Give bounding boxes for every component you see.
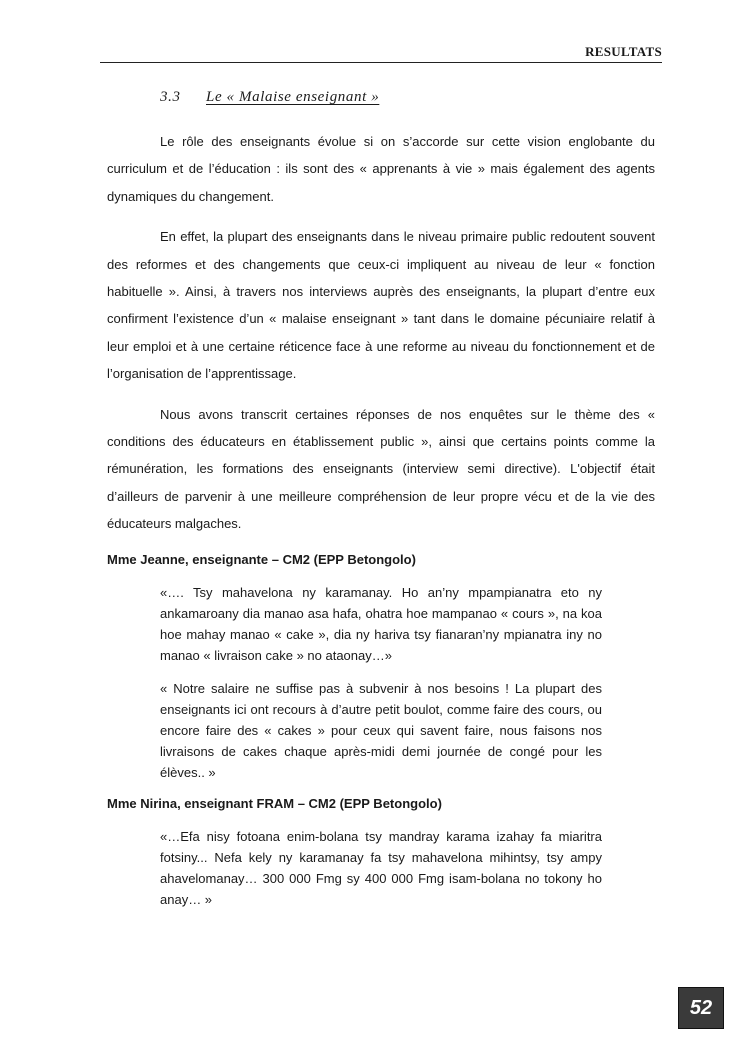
interview-speaker: Mme Jeanne, enseignante – CM2 (EPP Betongolo) [107, 551, 416, 567]
paragraph: Nous avons transcrit certaines réponses de nos enquêtes sur le thème des « conditions des éducateurs en établissement public », ainsi que certains points comme la rémunération, les formations des enseignants (interview semi directive). L'objectif était d’ailleurs de parvenir à une meilleure compréhension de leur propre vécu et de la vie des éducateurs malgaches. [107, 406, 655, 532]
interview-speaker: Mme Nirina, enseignant FRAM – CM2 (EPP Betongolo) [107, 795, 442, 811]
interview-quote: « Notre salaire ne suffise pas à subvenir à nos besoins ! La plupart des enseignants ici ont recours à d’autre petit boulot, comme faire des cours, ou encore faire des « cakes » pour ceux qui savent faire, nous faisons nos livraisons de cakes chaque après-midi demi journée de congé pour les élèves.. » [160, 680, 602, 780]
interview-quote: «…. Tsy mahavelona ny karamanay. Ho an’ny mpampianatra eto ny ankamaroany dia manao asa hafa, ohatra hoe mampanao « cours », na koa hoe mahay manao « cake », dia ny hariva tsy fianaran’ny mpianatra iny no manao « livraison cake » no ataonay…» [160, 584, 602, 663]
section-heading [160, 89, 379, 106]
section-number: 3.3 [160, 89, 181, 105]
interview-quote: «…Efa nisy fotoana enim-bolana tsy mandray karama izahay fa miaritra fotsiny... Nefa kely ny karamanay fa tsy mahavelona mihintsy, tsy ampy ahavelomanay… 300 000 Fmg sy 400 000 Fmg isam-bolana no tokony ho anay… » [160, 828, 602, 907]
header-title: RESULTATS [585, 44, 662, 59]
page-number: 52 [689, 996, 713, 1019]
page-number-box [678, 987, 724, 1029]
paragraph: En effet, la plupart des enseignants dans le niveau primaire public redoutent souvent des reformes et des changements que ceux-ci impliquent au niveau de leur « fonction habituelle ». Ainsi, à travers nos interviews auprès des enseignants, la plupart d’entre eux confirment l’existence d’un « malaise enseignant » tant dans le domaine pécuniaire relatif à leur emploi et à une certaine réticence face à une reforme au niveau du fonctionnement et de l’organisation de l’apprentissage. [107, 229, 655, 382]
page-body [107, 128, 655, 922]
running-header [100, 44, 662, 63]
section-title: Le « Malaise enseignant » [206, 89, 380, 105]
paragraph: Le rôle des enseignants évolue si on s’accorde sur cette vision englobante du curriculum et de l’éducation : ils sont des « apprenants à vie » mais également des agents dynamiques du changement. [107, 134, 655, 204]
